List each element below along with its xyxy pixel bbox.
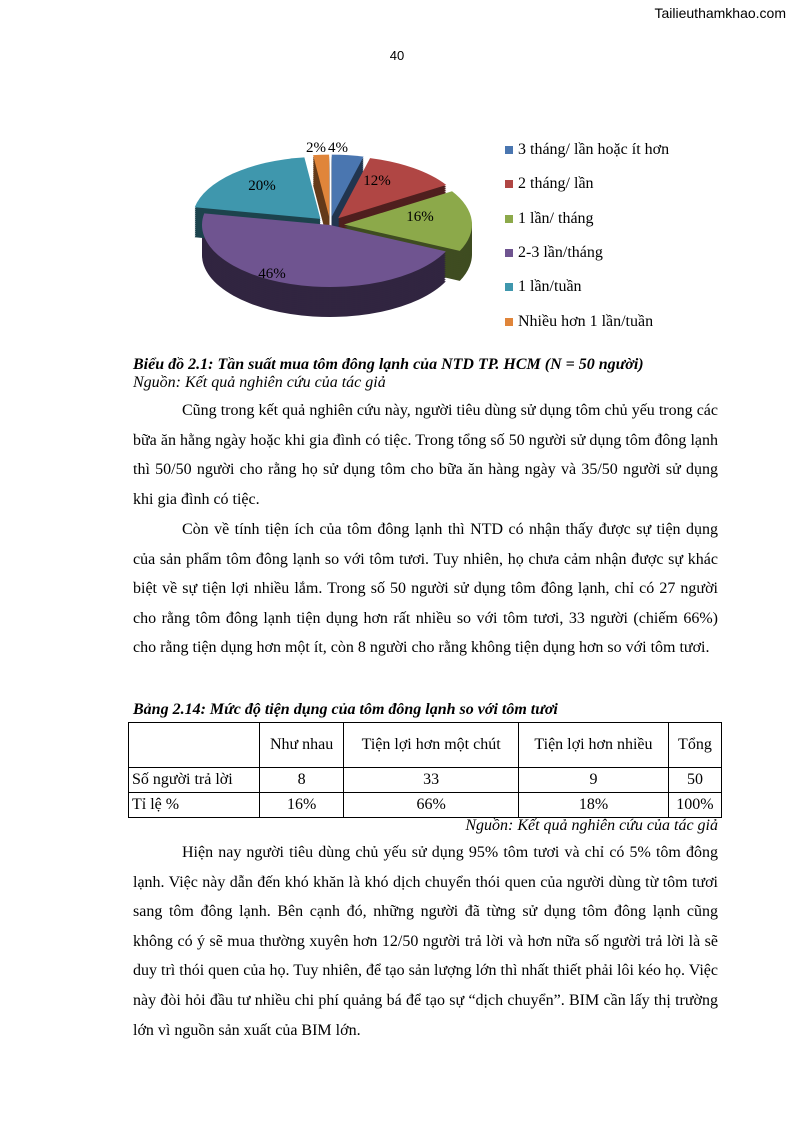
table-header-cell: Tổng: [668, 723, 721, 768]
table-header-cell: [129, 723, 260, 768]
table-source: Nguồn: Kết quả nghiên cứu của tác giả: [465, 817, 718, 834]
pie-data-label: 16%: [406, 209, 434, 225]
legend-label: 3 tháng/ lần hoặc ít hơn: [518, 141, 670, 159]
table-cell: 8: [260, 768, 344, 793]
table-caption: Bảng 2.14: Mức độ tiện dụng của tôm đông lạnh so với tôm tươi: [133, 701, 558, 718]
table-cell: 66%: [344, 793, 519, 818]
pie-data-label: 12%: [363, 173, 391, 189]
legend-label: 2 tháng/ lần: [518, 175, 594, 193]
paragraph: Còn về tính tiện ích của tôm đông lạnh thì NTD có nhận thấy được sự tiện dụng của sản phẩm tôm đông lạnh so với tôm tươi. Tuy nhiên, họ chưa cảm nhận được sự khác biệt về sự tiện lợi nhiều lắm. Trong số 50 người sử dụng tôm đông lạnh, chỉ có 27 người cho rằng tôm đông lạnh tiện dụng hơn rất nhiều so với tôm tươi, 33 người (chiếm 66%) cho rằng tiện dụng hơn một ít, còn 8 người cho rằng không tiện dụng hơn so với tôm tươi.: [133, 521, 718, 657]
table-cell: Số người trả lời: [129, 768, 260, 793]
pie-data-label: 46%: [258, 266, 286, 282]
legend-swatch: [505, 249, 513, 257]
page-number: 40: [389, 48, 405, 63]
legend-label: 2-3 lần/tháng: [518, 244, 603, 262]
legend-item: [505, 270, 669, 304]
table-cell: 50: [668, 768, 721, 793]
pie-data-label: 4%: [328, 140, 348, 156]
table-cell: 18%: [519, 793, 669, 818]
legend-label: 1 lần/tuần: [518, 278, 582, 296]
legend-swatch: [505, 146, 513, 154]
chart-legend: [505, 133, 669, 339]
table-row: [129, 768, 722, 793]
table-header-row: [129, 723, 722, 768]
figure-source: Nguồn: Kết quả nghiên cứu của tác giả: [133, 374, 386, 391]
legend-item: [505, 167, 669, 201]
legend-swatch: [505, 283, 513, 291]
table-header-cell: Như nhau: [260, 723, 344, 768]
legend-swatch: [505, 215, 513, 223]
watermark: Tailieuthamkhao.com: [654, 5, 786, 21]
legend-item: [505, 133, 669, 167]
table-cell: 100%: [668, 793, 721, 818]
table-row: [129, 793, 722, 818]
figure-caption: Biểu đồ 2.1: Tần suất mua tôm đông lạnh của NTD TP. HCM (N = 50 người): [133, 356, 644, 373]
pie-chart: [190, 130, 490, 340]
table-cell: 9: [519, 768, 669, 793]
legend-item: [505, 202, 669, 236]
table-cell: Tỉ lệ %: [129, 793, 260, 818]
legend-item: [505, 236, 669, 270]
pie-data-label: 20%: [248, 178, 276, 194]
paragraph: Hiện nay người tiêu dùng chủ yếu sử dụng 95% tôm tươi và chỉ có 5% tôm đông lạnh. Việc này dẫn đến khó khăn là khó dịch chuyển thói quen của người dùng từ tôm tươi sang tôm đông lạnh. Bên cạnh đó, những người đã từng sử dụng tôm đông lạnh cũng không có ý sẽ mua thường xuyên hơn 12/50 người trả lời và hơn nữa số người trả lời là sẽ duy trì thói quen của họ. Tuy nhiên, để tạo sản lượng lớn thì nhất thiết phải lôi kéo họ. Việc này đòi hỏi đầu tư nhiều chi phí quảng bá để tạo sự “dịch chuyển”. BIM cần lấy thị trường lớn vì nguồn sản xuất của BIM lớn.: [133, 844, 718, 1039]
legend-label: Nhiều hơn 1 lần/tuần: [518, 312, 654, 330]
pie-data-label: 2%: [306, 140, 326, 156]
legend-swatch: [505, 318, 513, 326]
table-header-cell: Tiện lợi hơn một chút: [344, 723, 519, 768]
table-cell: 16%: [260, 793, 344, 818]
paragraph: Cũng trong kết quả nghiên cứu này, người tiêu dùng sử dụng tôm chủ yếu trong các bữa ăn hằng ngày hoặc khi gia đình có tiệc. Trong tổng số 50 người sử dụng tôm đông lạnh thì 50/50 người cho rằng họ sử dụng tôm cho bữa ăn hàng ngày và 35/50 người sử dụng khi gia đình có tiệc.: [133, 402, 718, 508]
table-header-cell: Tiện lợi hơn nhiều: [519, 723, 669, 768]
convenience-table: [128, 722, 722, 818]
legend-label: 1 lần/ tháng: [518, 209, 594, 227]
legend-item: [505, 304, 669, 338]
table-cell: 33: [344, 768, 519, 793]
legend-swatch: [505, 180, 513, 188]
